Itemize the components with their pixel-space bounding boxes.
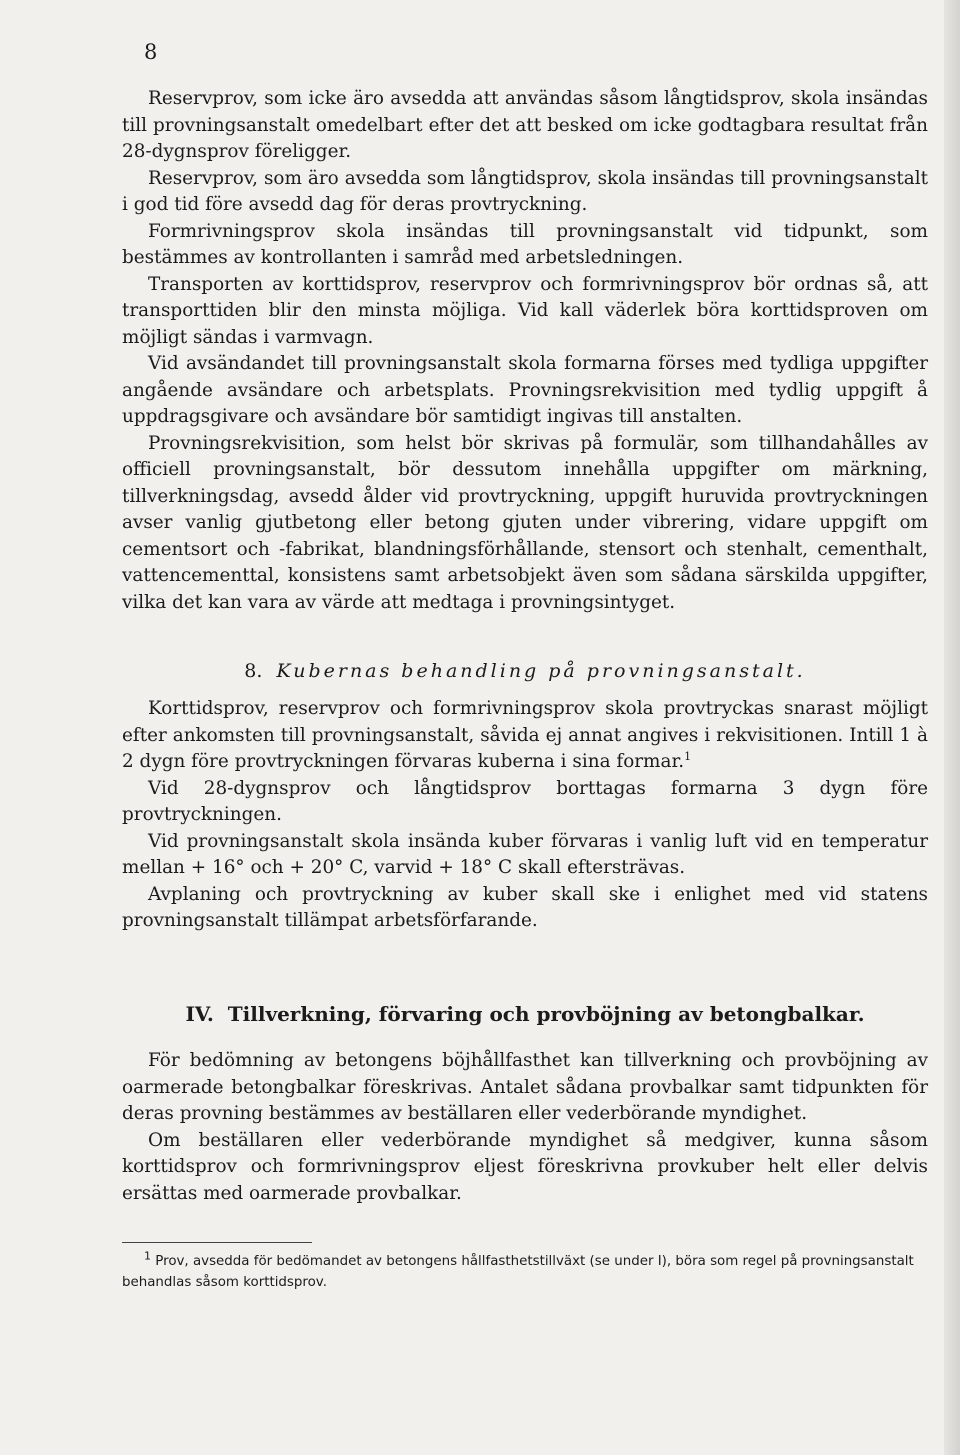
footnote-reference: 1 — [684, 749, 692, 763]
paragraph-formwork-samples: Formrivningsprov skola insändas till provningsanstalt vid tidpunkt, som bestämmes av kontrollanten i samråd med arbetsledningen. — [122, 220, 928, 268]
chapter-number: IV. — [185, 1002, 214, 1026]
paragraph-transport: Transporten av korttidsprov, reservprov och formrivningsprov bör ordnas så, att transporttiden blir den minsta möjliga. Vid kall väderlek böra korttidsproven om möjligt sändas i varmvagn. — [122, 273, 928, 348]
section-number: 8. — [244, 660, 263, 682]
paragraph-testing-schedule — [122, 696, 928, 776]
section-heading-8 — [122, 660, 928, 682]
text-block-cube-treatment — [122, 696, 928, 935]
footnote-divider — [122, 1242, 312, 1243]
footnote-mark: 1 — [144, 1249, 151, 1263]
paragraph-planing: Avplaning och provtryckning av kuber skall ske i enlighet med vid statens provningsanstalt tillämpat arbetsförfarande. — [122, 883, 928, 931]
chapter-heading-iv — [122, 1002, 928, 1026]
page-number: 8 — [144, 40, 158, 64]
paragraph-storage-temperature: Vid provningsanstalt skola insända kuber förvaras i vanlig luft vid en temperatur mellan + 16° och + 20° C, varvid + 18° C skall eftersträvas. — [122, 830, 928, 878]
paragraph-long-term-samples: Reservprov, som äro avsedda som långtidsprov, skola insändas till provningsanstalt i god tid före avsedd dag för deras provtryckning. — [122, 167, 928, 215]
paragraph-testing-schedule-text: Korttidsprov, reservprov och formrivningsprov skola provtryckas snarast möjligt efter ankomsten till provningsanstalt, såvida ej annat angives i rekvisitionen. Intill 1 à 2 dygn före provtryckningen förvaras kuberna i sina formar. — [122, 698, 928, 772]
paragraph-dispatch: Vid avsändandet till provningsanstalt skola formarna förses med tydliga uppgifter angående avsändare och arbetsplats. Provningsrekvisition med tydlig uppgift å uppdragsgivare och avsändare bör samtidigt ingivas till anstalten. — [122, 353, 928, 427]
paragraph-form-removal: Vid 28-dygnsprov och långtidsprov borttagas formarna 3 dygn före provtryckningen. — [122, 777, 928, 825]
text-block-beams — [122, 1048, 928, 1207]
footnote — [122, 1251, 928, 1293]
footnote-text: Prov, avsedda för bedömandet av betongens hållfasthetstillväxt (se under I), böra som regel på provningsanstalt behandlas såsom korttidsprov. — [122, 1254, 914, 1290]
paragraph-test-requisition: Provningsrekvisition, som helst bör skrivas på formulär, som tillhandahålles av officiell provningsanstalt, bör dessutom innehålla uppgifter om märkning, tillverkningsdag, avsedd ålder vid provtryckning, uppgift huruvida provtryckningen avser vanlig gjutbetong eller betong gjuten under vibrering, vidare uppgift om cementsort och -fabrikat, blandningsförhållande, stensort och stenhalt, cementhalt, vattencementtal, konsistens samt arbetsobjekt även som sådana särskilda uppgifter, vilka det kan vara av värde att medtaga i provningsintyget. — [122, 432, 928, 613]
paragraph-flexural-strength: För bedömning av betongens böjhållfasthet kan tillverkning och provböjning av oarmerade betongbalkar föreskrivas. Antalet sådana provbalkar samt tidpunkten för deras provning bestämmes av beställaren eller vederbörande myndighet. — [122, 1050, 928, 1124]
text-block-submission — [122, 86, 928, 616]
chapter-title: Tillverkning, förvaring och provböjning av betongbalkar. — [227, 1002, 865, 1026]
page-edge-shadow — [944, 0, 960, 1455]
paragraph-beam-substitution: Om beställaren eller vederbörande myndighet så medgiver, kunna såsom korttidsprov och formrivningsprov eljest föreskrivna provkuber helt eller delvis ersättas med oarmerade provbalkar. — [122, 1129, 928, 1204]
section-title: Kubernas behandling på provningsanstalt. — [276, 660, 806, 682]
paragraph-reserve-samples: Reservprov, som icke äro avsedda att användas såsom långtidsprov, skola insändas till provningsanstalt omedelbart efter det att besked om icke godtagbara resultat från 28-dygnsprov föreligger. — [122, 88, 928, 162]
